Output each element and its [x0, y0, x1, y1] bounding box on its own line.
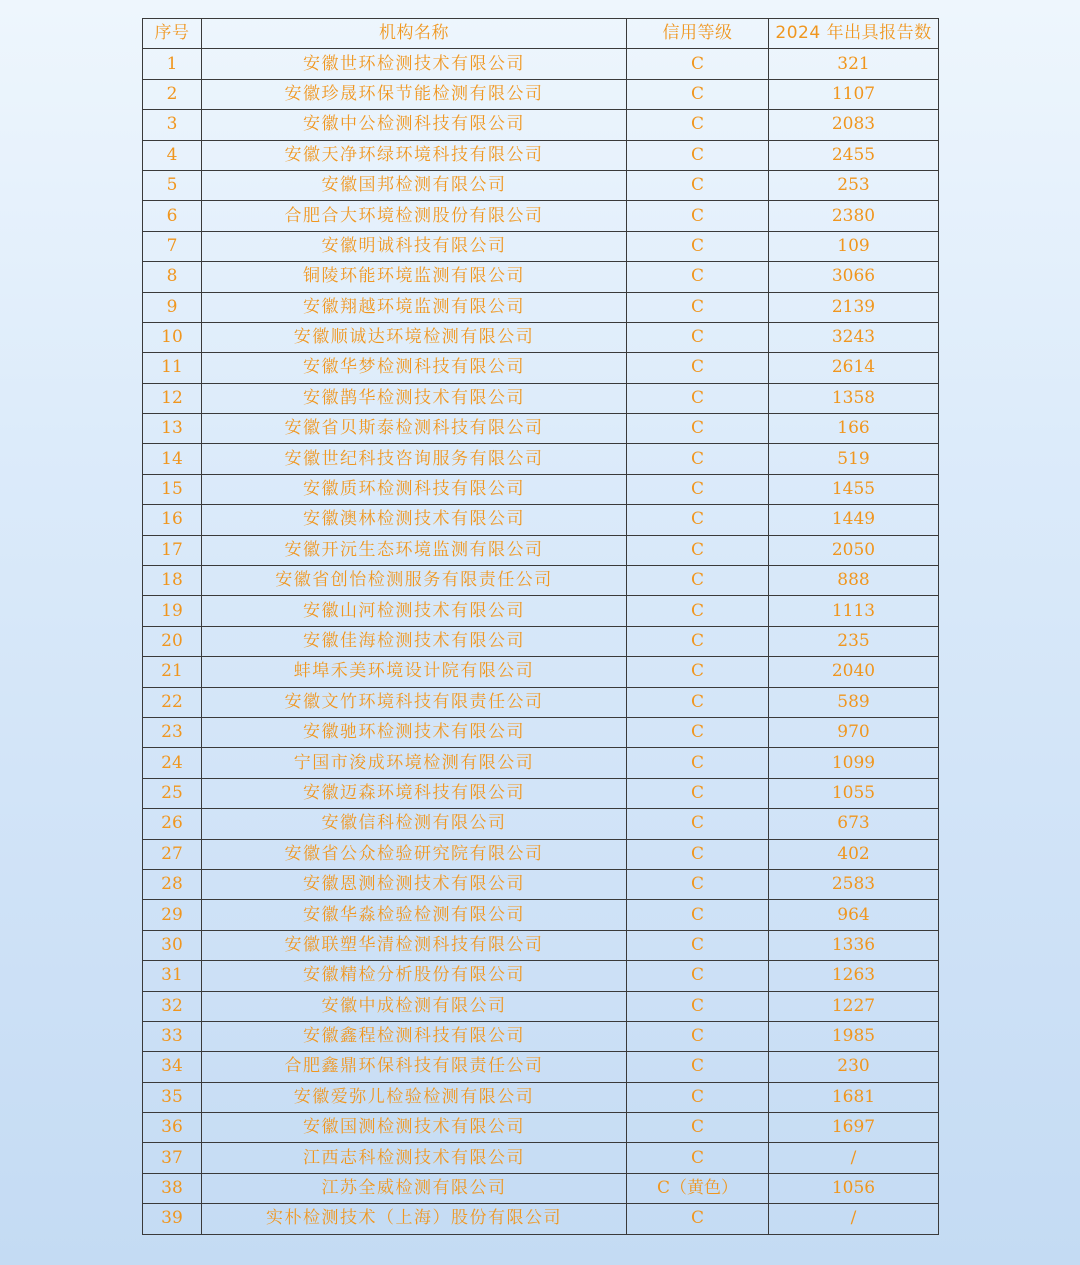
- cell-index: 25: [143, 778, 202, 808]
- cell-credit-grade: C: [627, 1143, 769, 1173]
- cell-index: 28: [143, 869, 202, 899]
- table-row: [143, 444, 939, 474]
- table-row: [143, 383, 939, 413]
- cell-index: 8: [143, 262, 202, 292]
- cell-credit-grade: C: [627, 353, 769, 383]
- table-row: [143, 170, 939, 200]
- cell-institution-name: 安徽珍晟环保节能检测有限公司: [202, 79, 627, 109]
- cell-institution-name: 安徽华梦检测科技有限公司: [202, 353, 627, 383]
- cell-index: 39: [143, 1204, 202, 1234]
- table-row: [143, 231, 939, 261]
- cell-credit-grade: C: [627, 869, 769, 899]
- table-row: [143, 1113, 939, 1143]
- cell-credit-grade: C: [627, 474, 769, 504]
- cell-report-count: 2380: [769, 201, 939, 231]
- cell-report-count: 166: [769, 414, 939, 444]
- cell-report-count: 589: [769, 687, 939, 717]
- table-row: [143, 140, 939, 170]
- cell-report-count: 1358: [769, 383, 939, 413]
- table-row: [143, 869, 939, 899]
- cell-report-count: /: [769, 1143, 939, 1173]
- cell-credit-grade: C: [627, 444, 769, 474]
- cell-institution-name: 实朴检测技术（上海）股份有限公司: [202, 1204, 627, 1234]
- cell-credit-grade: C: [627, 1204, 769, 1234]
- cell-index: 35: [143, 1082, 202, 1112]
- table-row: [143, 961, 939, 991]
- cell-institution-name: 安徽联塑华清检测科技有限公司: [202, 930, 627, 960]
- cell-credit-grade: C: [627, 1113, 769, 1143]
- table-row: [143, 839, 939, 869]
- cell-report-count: 1107: [769, 79, 939, 109]
- cell-credit-grade: C: [627, 140, 769, 170]
- cell-credit-grade: C（黄色）: [627, 1173, 769, 1203]
- cell-index: 23: [143, 717, 202, 747]
- cell-report-count: 2583: [769, 869, 939, 899]
- table-row: [143, 201, 939, 231]
- cell-report-count: 888: [769, 566, 939, 596]
- table-row: [143, 596, 939, 626]
- cell-index: 9: [143, 292, 202, 322]
- cell-report-count: 1099: [769, 748, 939, 778]
- cell-institution-name: 安徽世纪科技咨询服务有限公司: [202, 444, 627, 474]
- cell-institution-name: 安徽国邦检测有限公司: [202, 170, 627, 200]
- table-row: [143, 1021, 939, 1051]
- cell-index: 14: [143, 444, 202, 474]
- cell-credit-grade: C: [627, 1052, 769, 1082]
- cell-credit-grade: C: [627, 49, 769, 79]
- cell-report-count: 1449: [769, 505, 939, 535]
- cell-institution-name: 安徽中公检测科技有限公司: [202, 110, 627, 140]
- cell-institution-name: 安徽省公众检验研究院有限公司: [202, 839, 627, 869]
- table-row: [143, 535, 939, 565]
- cell-index: 6: [143, 201, 202, 231]
- cell-index: 20: [143, 626, 202, 656]
- table-row: [143, 1204, 939, 1234]
- cell-institution-name: 宁国市浚成环境检测有限公司: [202, 748, 627, 778]
- cell-credit-grade: C: [627, 900, 769, 930]
- cell-report-count: 1681: [769, 1082, 939, 1112]
- cell-index: 38: [143, 1173, 202, 1203]
- table-row: [143, 1052, 939, 1082]
- cell-report-count: 109: [769, 231, 939, 261]
- cell-institution-name: 安徽华淼检验检测有限公司: [202, 900, 627, 930]
- cell-report-count: 1055: [769, 778, 939, 808]
- cell-credit-grade: C: [627, 687, 769, 717]
- cell-index: 11: [143, 353, 202, 383]
- table-row: [143, 79, 939, 109]
- cell-report-count: 1113: [769, 596, 939, 626]
- cell-report-count: 253: [769, 170, 939, 200]
- cell-credit-grade: C: [627, 292, 769, 322]
- cell-credit-grade: C: [627, 657, 769, 687]
- header-grade: 信用等级: [627, 19, 769, 49]
- cell-credit-grade: C: [627, 505, 769, 535]
- table-row: [143, 809, 939, 839]
- cell-report-count: 3243: [769, 322, 939, 352]
- cell-index: 2: [143, 79, 202, 109]
- cell-report-count: 1455: [769, 474, 939, 504]
- table-row: [143, 1082, 939, 1112]
- cell-institution-name: 安徽澳林检测技术有限公司: [202, 505, 627, 535]
- cell-institution-name: 铜陵环能环境监测有限公司: [202, 262, 627, 292]
- cell-report-count: 1263: [769, 961, 939, 991]
- cell-institution-name: 安徽省贝斯泰检测科技有限公司: [202, 414, 627, 444]
- cell-credit-grade: C: [627, 566, 769, 596]
- cell-index: 12: [143, 383, 202, 413]
- table-row: [143, 1173, 939, 1203]
- table-row: [143, 717, 939, 747]
- table-row: [143, 353, 939, 383]
- cell-index: 32: [143, 991, 202, 1021]
- cell-credit-grade: C: [627, 809, 769, 839]
- cell-index: 13: [143, 414, 202, 444]
- cell-institution-name: 安徽翔越环境监测有限公司: [202, 292, 627, 322]
- table-row: [143, 322, 939, 352]
- cell-index: 18: [143, 566, 202, 596]
- cell-report-count: 321: [769, 49, 939, 79]
- header-reports: 2024 年出具报告数: [769, 19, 939, 49]
- table-row: [143, 292, 939, 322]
- cell-credit-grade: C: [627, 414, 769, 444]
- table-row: [143, 687, 939, 717]
- cell-report-count: 3066: [769, 262, 939, 292]
- cell-credit-grade: C: [627, 961, 769, 991]
- cell-credit-grade: C: [627, 778, 769, 808]
- cell-report-count: 2040: [769, 657, 939, 687]
- cell-institution-name: 安徽天净环绿环境科技有限公司: [202, 140, 627, 170]
- table-row: [143, 49, 939, 79]
- cell-report-count: 1056: [769, 1173, 939, 1203]
- cell-index: 30: [143, 930, 202, 960]
- cell-report-count: /: [769, 1204, 939, 1234]
- cell-credit-grade: C: [627, 1082, 769, 1112]
- cell-institution-name: 安徽山河检测技术有限公司: [202, 596, 627, 626]
- cell-credit-grade: C: [627, 262, 769, 292]
- cell-credit-grade: C: [627, 748, 769, 778]
- cell-index: 34: [143, 1052, 202, 1082]
- table-row: [143, 1143, 939, 1173]
- cell-report-count: 402: [769, 839, 939, 869]
- cell-institution-name: 安徽国测检测技术有限公司: [202, 1113, 627, 1143]
- cell-institution-name: 安徽明诚科技有限公司: [202, 231, 627, 261]
- cell-institution-name: 安徽省创怡检测服务有限责任公司: [202, 566, 627, 596]
- cell-report-count: 519: [769, 444, 939, 474]
- cell-credit-grade: C: [627, 717, 769, 747]
- cell-credit-grade: C: [627, 201, 769, 231]
- cell-institution-name: 蚌埠禾美环境设计院有限公司: [202, 657, 627, 687]
- cell-credit-grade: C: [627, 383, 769, 413]
- cell-institution-name: 安徽佳海检测技术有限公司: [202, 626, 627, 656]
- cell-institution-name: 安徽顺诚达环境检测有限公司: [202, 322, 627, 352]
- cell-report-count: 2614: [769, 353, 939, 383]
- cell-institution-name: 安徽恩测检测技术有限公司: [202, 869, 627, 899]
- cell-report-count: 2050: [769, 535, 939, 565]
- cell-institution-name: 安徽鑫程检测科技有限公司: [202, 1021, 627, 1051]
- table-row: [143, 778, 939, 808]
- table-row: [143, 626, 939, 656]
- cell-credit-grade: C: [627, 110, 769, 140]
- cell-index: 31: [143, 961, 202, 991]
- cell-credit-grade: C: [627, 1021, 769, 1051]
- credit-grade-table-container: [142, 18, 938, 1235]
- table-row: [143, 474, 939, 504]
- cell-report-count: 230: [769, 1052, 939, 1082]
- cell-index: 27: [143, 839, 202, 869]
- cell-institution-name: 安徽质环检测科技有限公司: [202, 474, 627, 504]
- cell-institution-name: 安徽信科检测有限公司: [202, 809, 627, 839]
- cell-institution-name: 安徽迈森环境科技有限公司: [202, 778, 627, 808]
- header-name: 机构名称: [202, 19, 627, 49]
- cell-index: 29: [143, 900, 202, 930]
- table-row: [143, 930, 939, 960]
- cell-institution-name: 安徽中成检测有限公司: [202, 991, 627, 1021]
- table-row: [143, 414, 939, 444]
- cell-credit-grade: C: [627, 930, 769, 960]
- cell-index: 24: [143, 748, 202, 778]
- cell-credit-grade: C: [627, 991, 769, 1021]
- table-row: [143, 991, 939, 1021]
- cell-index: 21: [143, 657, 202, 687]
- credit-grade-table: [142, 18, 939, 1235]
- cell-index: 33: [143, 1021, 202, 1051]
- cell-institution-name: 安徽文竹环境科技有限责任公司: [202, 687, 627, 717]
- cell-index: 7: [143, 231, 202, 261]
- cell-credit-grade: C: [627, 535, 769, 565]
- cell-index: 10: [143, 322, 202, 352]
- cell-credit-grade: C: [627, 839, 769, 869]
- header-index: 序号: [143, 19, 202, 49]
- cell-index: 16: [143, 505, 202, 535]
- cell-index: 37: [143, 1143, 202, 1173]
- cell-index: 36: [143, 1113, 202, 1143]
- cell-institution-name: 安徽世环检测技术有限公司: [202, 49, 627, 79]
- cell-institution-name: 安徽鹊华检测技术有限公司: [202, 383, 627, 413]
- cell-report-count: 1227: [769, 991, 939, 1021]
- cell-index: 15: [143, 474, 202, 504]
- cell-institution-name: 安徽爱弥儿检验检测有限公司: [202, 1082, 627, 1112]
- cell-institution-name: 安徽开沅生态环境监测有限公司: [202, 535, 627, 565]
- table-row: [143, 505, 939, 535]
- cell-report-count: 964: [769, 900, 939, 930]
- cell-report-count: 2455: [769, 140, 939, 170]
- cell-report-count: 235: [769, 626, 939, 656]
- cell-credit-grade: C: [627, 231, 769, 261]
- table-row: [143, 566, 939, 596]
- cell-institution-name: 合肥合大环境检测股份有限公司: [202, 201, 627, 231]
- table-header-row: [143, 19, 939, 49]
- cell-credit-grade: C: [627, 170, 769, 200]
- table-row: [143, 900, 939, 930]
- cell-institution-name: 安徽精检分析股份有限公司: [202, 961, 627, 991]
- table-row: [143, 262, 939, 292]
- cell-index: 1: [143, 49, 202, 79]
- cell-report-count: 2083: [769, 110, 939, 140]
- cell-index: 3: [143, 110, 202, 140]
- cell-credit-grade: C: [627, 626, 769, 656]
- table-row: [143, 748, 939, 778]
- cell-report-count: 1336: [769, 930, 939, 960]
- table-row: [143, 657, 939, 687]
- cell-index: 4: [143, 140, 202, 170]
- cell-report-count: 970: [769, 717, 939, 747]
- cell-credit-grade: C: [627, 79, 769, 109]
- cell-index: 17: [143, 535, 202, 565]
- cell-credit-grade: C: [627, 596, 769, 626]
- cell-institution-name: 安徽驰环检测技术有限公司: [202, 717, 627, 747]
- cell-index: 26: [143, 809, 202, 839]
- cell-report-count: 673: [769, 809, 939, 839]
- cell-index: 5: [143, 170, 202, 200]
- cell-institution-name: 江苏全威检测有限公司: [202, 1173, 627, 1203]
- cell-report-count: 1985: [769, 1021, 939, 1051]
- cell-index: 19: [143, 596, 202, 626]
- cell-institution-name: 江西志科检测技术有限公司: [202, 1143, 627, 1173]
- cell-index: 22: [143, 687, 202, 717]
- cell-institution-name: 合肥鑫鼎环保科技有限责任公司: [202, 1052, 627, 1082]
- cell-report-count: 1697: [769, 1113, 939, 1143]
- table-row: [143, 110, 939, 140]
- cell-credit-grade: C: [627, 322, 769, 352]
- cell-report-count: 2139: [769, 292, 939, 322]
